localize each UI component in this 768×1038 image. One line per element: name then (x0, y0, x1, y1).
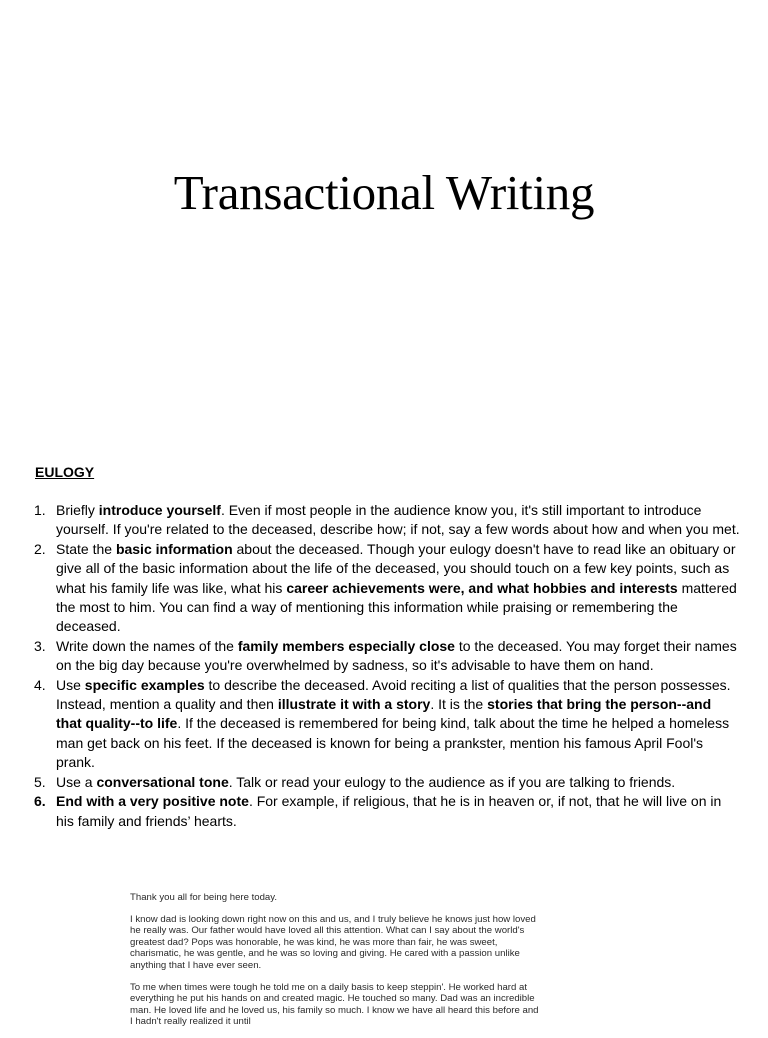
step-number: 6. (34, 793, 46, 810)
eulogy-step (0, 637, 740, 676)
step-emphasis: stories that bring the person--and that quality--to life (56, 696, 712, 732)
eulogy-steps-list (0, 501, 740, 831)
step-emphasis: family members especially close (237, 637, 455, 654)
step-number: 2. (34, 540, 46, 557)
step-text: . If the deceased is remembered for being kind, talk about the time he helped a homeless man get back on his feet. If the deceased is known for being a prankster, mention his famous April Fool's prank. (56, 715, 730, 771)
step-text: Briefly (56, 502, 99, 518)
step-text: Use (56, 676, 85, 693)
step-number: 5. (34, 773, 46, 790)
step-text: . Talk or read your eulogy to the audience as if you are talking to friends. (228, 773, 676, 790)
sample-eulogy-paragraph: Thank you all for being here today. (130, 892, 278, 903)
step-emphasis: specific examples (84, 676, 205, 693)
step-text: about the deceased. Though your eulogy doesn't have to read like an obituary or give all of the basic information about the life of the deceased, you should touch on a few key points, such as what his family life was like, what his (56, 540, 736, 596)
eulogy-step (0, 792, 740, 831)
step-emphasis: introduce yourself (98, 502, 221, 518)
sample-eulogy-image (130, 892, 542, 1038)
page-title: Transactional Writing (173, 165, 595, 220)
step-emphasis: End with a very positive note (56, 793, 249, 810)
step-emphasis: basic information (115, 540, 233, 557)
step-number: 3. (34, 637, 46, 654)
eulogy-step (0, 676, 740, 773)
step-text: Write down the names of the (56, 637, 238, 654)
eulogy-step (0, 501, 740, 540)
step-text: State the (56, 540, 116, 557)
step-text: mattered the most to him. You can find a way of mentioning this information while praising or remembering the deceased. (56, 579, 737, 635)
step-number: 4. (34, 676, 46, 693)
sample-eulogy-paragraph: To me when times were tough he told me on a daily basis to keep steppin'. He worked hard at everything he put his hands on and created magic. He touched so many. Dad was an incredible man. He loved life and he loved us, his family so much. I know we have all heard this before and I hadn't really realized it until (130, 981, 539, 1028)
section-heading-eulogy: EULOGY (35, 464, 95, 480)
eulogy-step (0, 540, 740, 637)
sample-eulogy-paragraph: I know dad is looking down right now on this and us, and I truly believe he knows just how loved he really was. Our father would have loved all this attention. What can I say about the world's greatest dad? Pops was honorable, he was kind, he was more than fair, he was sweet, charismatic, he was gentle, and he was so loving and giving. He cared with a passion unlike anything that I have ever seen. (130, 913, 536, 971)
step-emphasis: illustrate it with a story (277, 696, 431, 713)
step-number: 1. (34, 502, 46, 518)
step-emphasis: conversational tone (96, 773, 229, 790)
step-text: . Even if most people in the audience know you, it's still important to introduce yourself. If you're related to the deceased, describe how; if not, say a few words about how and when you met. (56, 502, 740, 538)
step-emphasis: career achievements were, and what hobbies and interests (286, 579, 678, 596)
step-text: to describe the deceased. Avoid reciting a list of qualities that the person possesses. Instead, mention a quality and then (56, 676, 731, 713)
step-text: to the deceased. You may forget their names on the big day because you're overwhelmed by sadness, so it's advisable to have them on hand. (56, 637, 737, 674)
step-text: Use a (56, 773, 97, 790)
step-text: . It is the (430, 696, 488, 713)
eulogy-step (0, 773, 740, 792)
step-text: . For example, if religious, that he is in heaven or, if not, that he will live on in his family and friends’ hearts. (56, 793, 722, 829)
